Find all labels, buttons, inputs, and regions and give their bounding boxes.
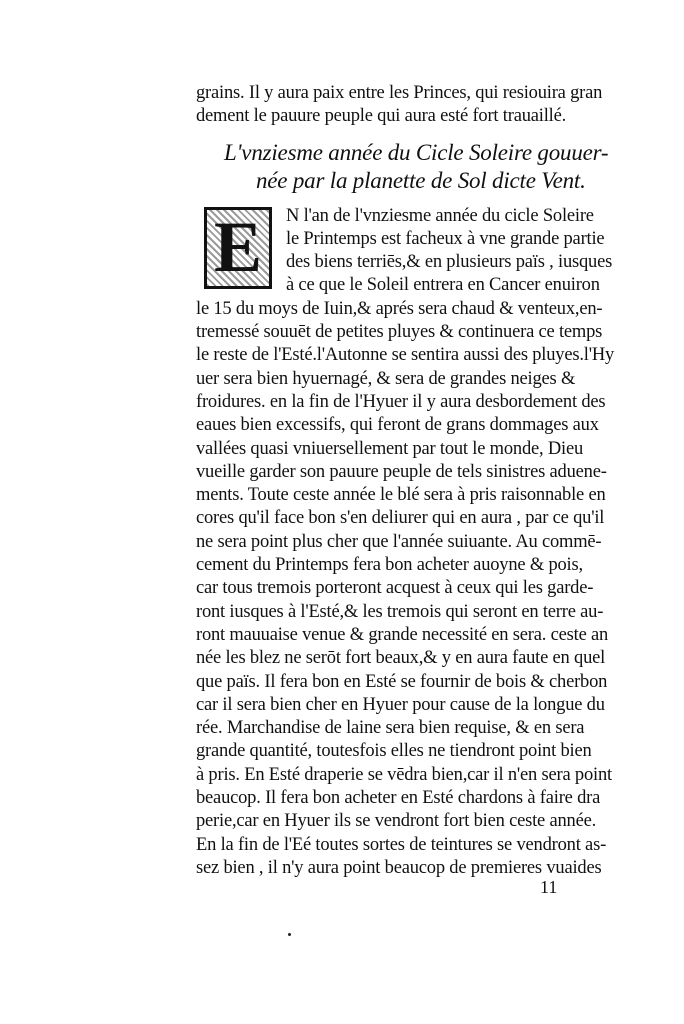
text-line: ments. Toute ceste année le blé sera à pris raisonnable en: [196, 485, 606, 506]
page-number: 11: [540, 877, 558, 897]
text-line: eaues bien excessifs, qui feront de grans dommages aux: [196, 415, 599, 436]
drop-cap-letter: E: [207, 210, 269, 286]
text-line: car tous tremois porteront acquest à ceux qui les garde-: [196, 578, 594, 599]
text-block: [196, 82, 654, 880]
text-line: des biens terriēs,& en plusieurs païs , iusques: [286, 252, 613, 273]
text-line: beaucop. Il fera bon acheter en Esté chardons à faire dra: [196, 788, 601, 809]
ink-speck: [288, 933, 291, 936]
text-line: ne sera point plus cher que l'année suiuante. Au commē-: [196, 531, 602, 552]
text-line: En la fin de l'Eé toutes sortes de teintures se vendront as-: [196, 834, 607, 855]
text-line: dement le pauure peuple qui aura esté fort trauaillé.: [196, 106, 567, 127]
drop-cap-initial: [204, 207, 272, 289]
drop-cap-paragraph: [196, 205, 654, 298]
text-line: à ce que le Soleil entrera en Cancer enuiron: [286, 275, 600, 296]
text-line: sez bien , il n'y aura point beaucop de premieres vuaides: [196, 857, 602, 878]
text-line: ront iusques à l'Esté,& les tremois qui seront en terre au-: [196, 601, 604, 622]
text-line: tremessé souuēt de petites pluyes & continuera ce temps: [196, 322, 603, 343]
text-line: perie,car en Hyuer ils se vendront fort bien ceste année.: [196, 811, 597, 832]
text-line: vueille garder son pauure peuple de tels sinistres aduene-: [196, 461, 607, 482]
text-line: uer sera bien hyuernagé, & sera de grandes neiges &: [196, 368, 576, 389]
text-line: vallées quasi vniuersellement par tout le monde, Dieu: [196, 438, 584, 459]
chapter-heading-line-2: née par la planette de Sol dicte Vent.: [256, 167, 586, 193]
text-line: rée. Marchandise de laine sera bien requise, & en sera: [196, 718, 585, 739]
text-line: cores qu'il face bon s'en deliurer qui en aura , par ce qu'il: [196, 508, 605, 529]
text-line: le Printemps est facheux à vne grande partie: [286, 228, 605, 249]
text-line: N l'an de l'vnziesme année du cicle Soleire: [286, 205, 594, 226]
text-line: grains. Il y aura paix entre les Princes, qui resiouira gran: [196, 83, 603, 103]
text-line: le 15 du moys de Iuin,& aprés sera chaud & venteux,en-: [196, 298, 603, 319]
text-line: née les blez ne serōt fort beaux,& y en aura faute en quel: [196, 648, 606, 669]
text-line: le reste de l'Esté.l'Autonne se sentira aussi des pluyes.l'Hy: [196, 345, 615, 366]
chapter-heading-line-1: L'vnziesme année du Cicle Soleire gouuer-: [224, 139, 609, 165]
text-line: cement du Printemps fera bon acheter auoyne & pois,: [196, 555, 583, 576]
text-line: ront mauuaise venue & grande necessité en sera. ceste an: [196, 624, 609, 645]
text-line: grande quantité, toutesfois elles ne tiendront point bien: [196, 741, 592, 762]
text-line: à pris. En Esté draperie se vēdra bien,car il n'en sera point: [196, 764, 612, 785]
text-line: froidures. en la fin de l'Hyuer il y aura desbordement des: [196, 391, 606, 412]
text-line: car il sera bien cher en Hyuer pour cause de la longue du: [196, 694, 605, 715]
text-line: que païs. Il fera bon en Esté se fournir de bois & cherbon: [196, 671, 608, 692]
